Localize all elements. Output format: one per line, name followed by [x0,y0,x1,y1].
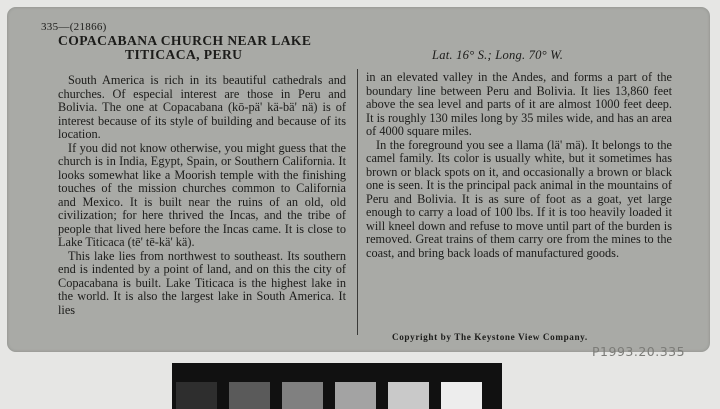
coordinates: Lat. 16° S.; Long. 70° W. [432,48,564,62]
copyright-line: Copyright by The Keystone View Company. [392,332,588,342]
gray-swatch [229,382,270,409]
paragraph: in an elevated valley in the Andes, and forms a part of the boundary line between Peru and Bolivia. It lies 13,860 feet above the sea level and parts of it are almost 1000 feet deep. It is roughly 130 miles long by 35 miles wide, and has an area of 4000 square miles. [366,70,672,138]
paragraph: South America is rich in its beautiful cathedrals and churches. Of especial interest are those in Peru and Bolivia. The one at Copacabana (kō-pä' kä-bä' nä) is of interest because of its style of building and because of its location. [58,73,346,141]
gray-swatch [176,382,217,409]
paragraph: In the foreground you see a llama (lä' mä). It belongs to the camel family. Its color is usually white, but it sometimes has brown or black spots on it, and occasionally a brown or black one is seen. It is the principal pack animal in the mountains of Peru and Bolivia. It is as sure of foot as a goat, yet large enough to carry a load of 100 lbs. If it is too heavily loaded it will kneel down and refuse to move until part of the burden is removed. Great trains of them carry ore from the mines to the coast, and bring back loads of manufactured goods. [366,137,672,260]
card-title-line1: COPACABANA CHURCH NEAR LAKE [58,33,312,48]
gray-scale-target [172,363,502,409]
gray-swatch [335,382,376,409]
paragraph: This lake lies from northwest to southeast. Its southern end is indented by a point of land, and on this the city of Copacabana is built. Lake Titicaca is the highest lake in the world. It is also the largest lake in South America. It lies [58,248,346,317]
gray-swatch [388,382,429,409]
left-text-column [58,74,346,317]
stereo-card [7,7,710,359]
card-title-line2: TITICACA, PERU [125,47,243,62]
right-text-column [366,71,672,260]
accession-number: P1993.20.335 [592,344,686,359]
gray-swatch [441,382,482,409]
catalog-number: 335—(21866) [41,21,107,33]
column-divider [357,69,358,335]
paragraph: If you did not know otherwise, you might guess that the church is in India, Egypt, Spain, or Southern California. It looks somewhat like a Moorish temple with the finishing touches of the mission churches common to California and Mexico. It is built near the ruins of an old, old civilization; for here thrived the Incas, and the tribe of people that lived here before the Incas came. It is close to Lake Titicaca (tē' tē-kä' kä). [58,140,346,249]
gray-swatch [282,382,323,409]
